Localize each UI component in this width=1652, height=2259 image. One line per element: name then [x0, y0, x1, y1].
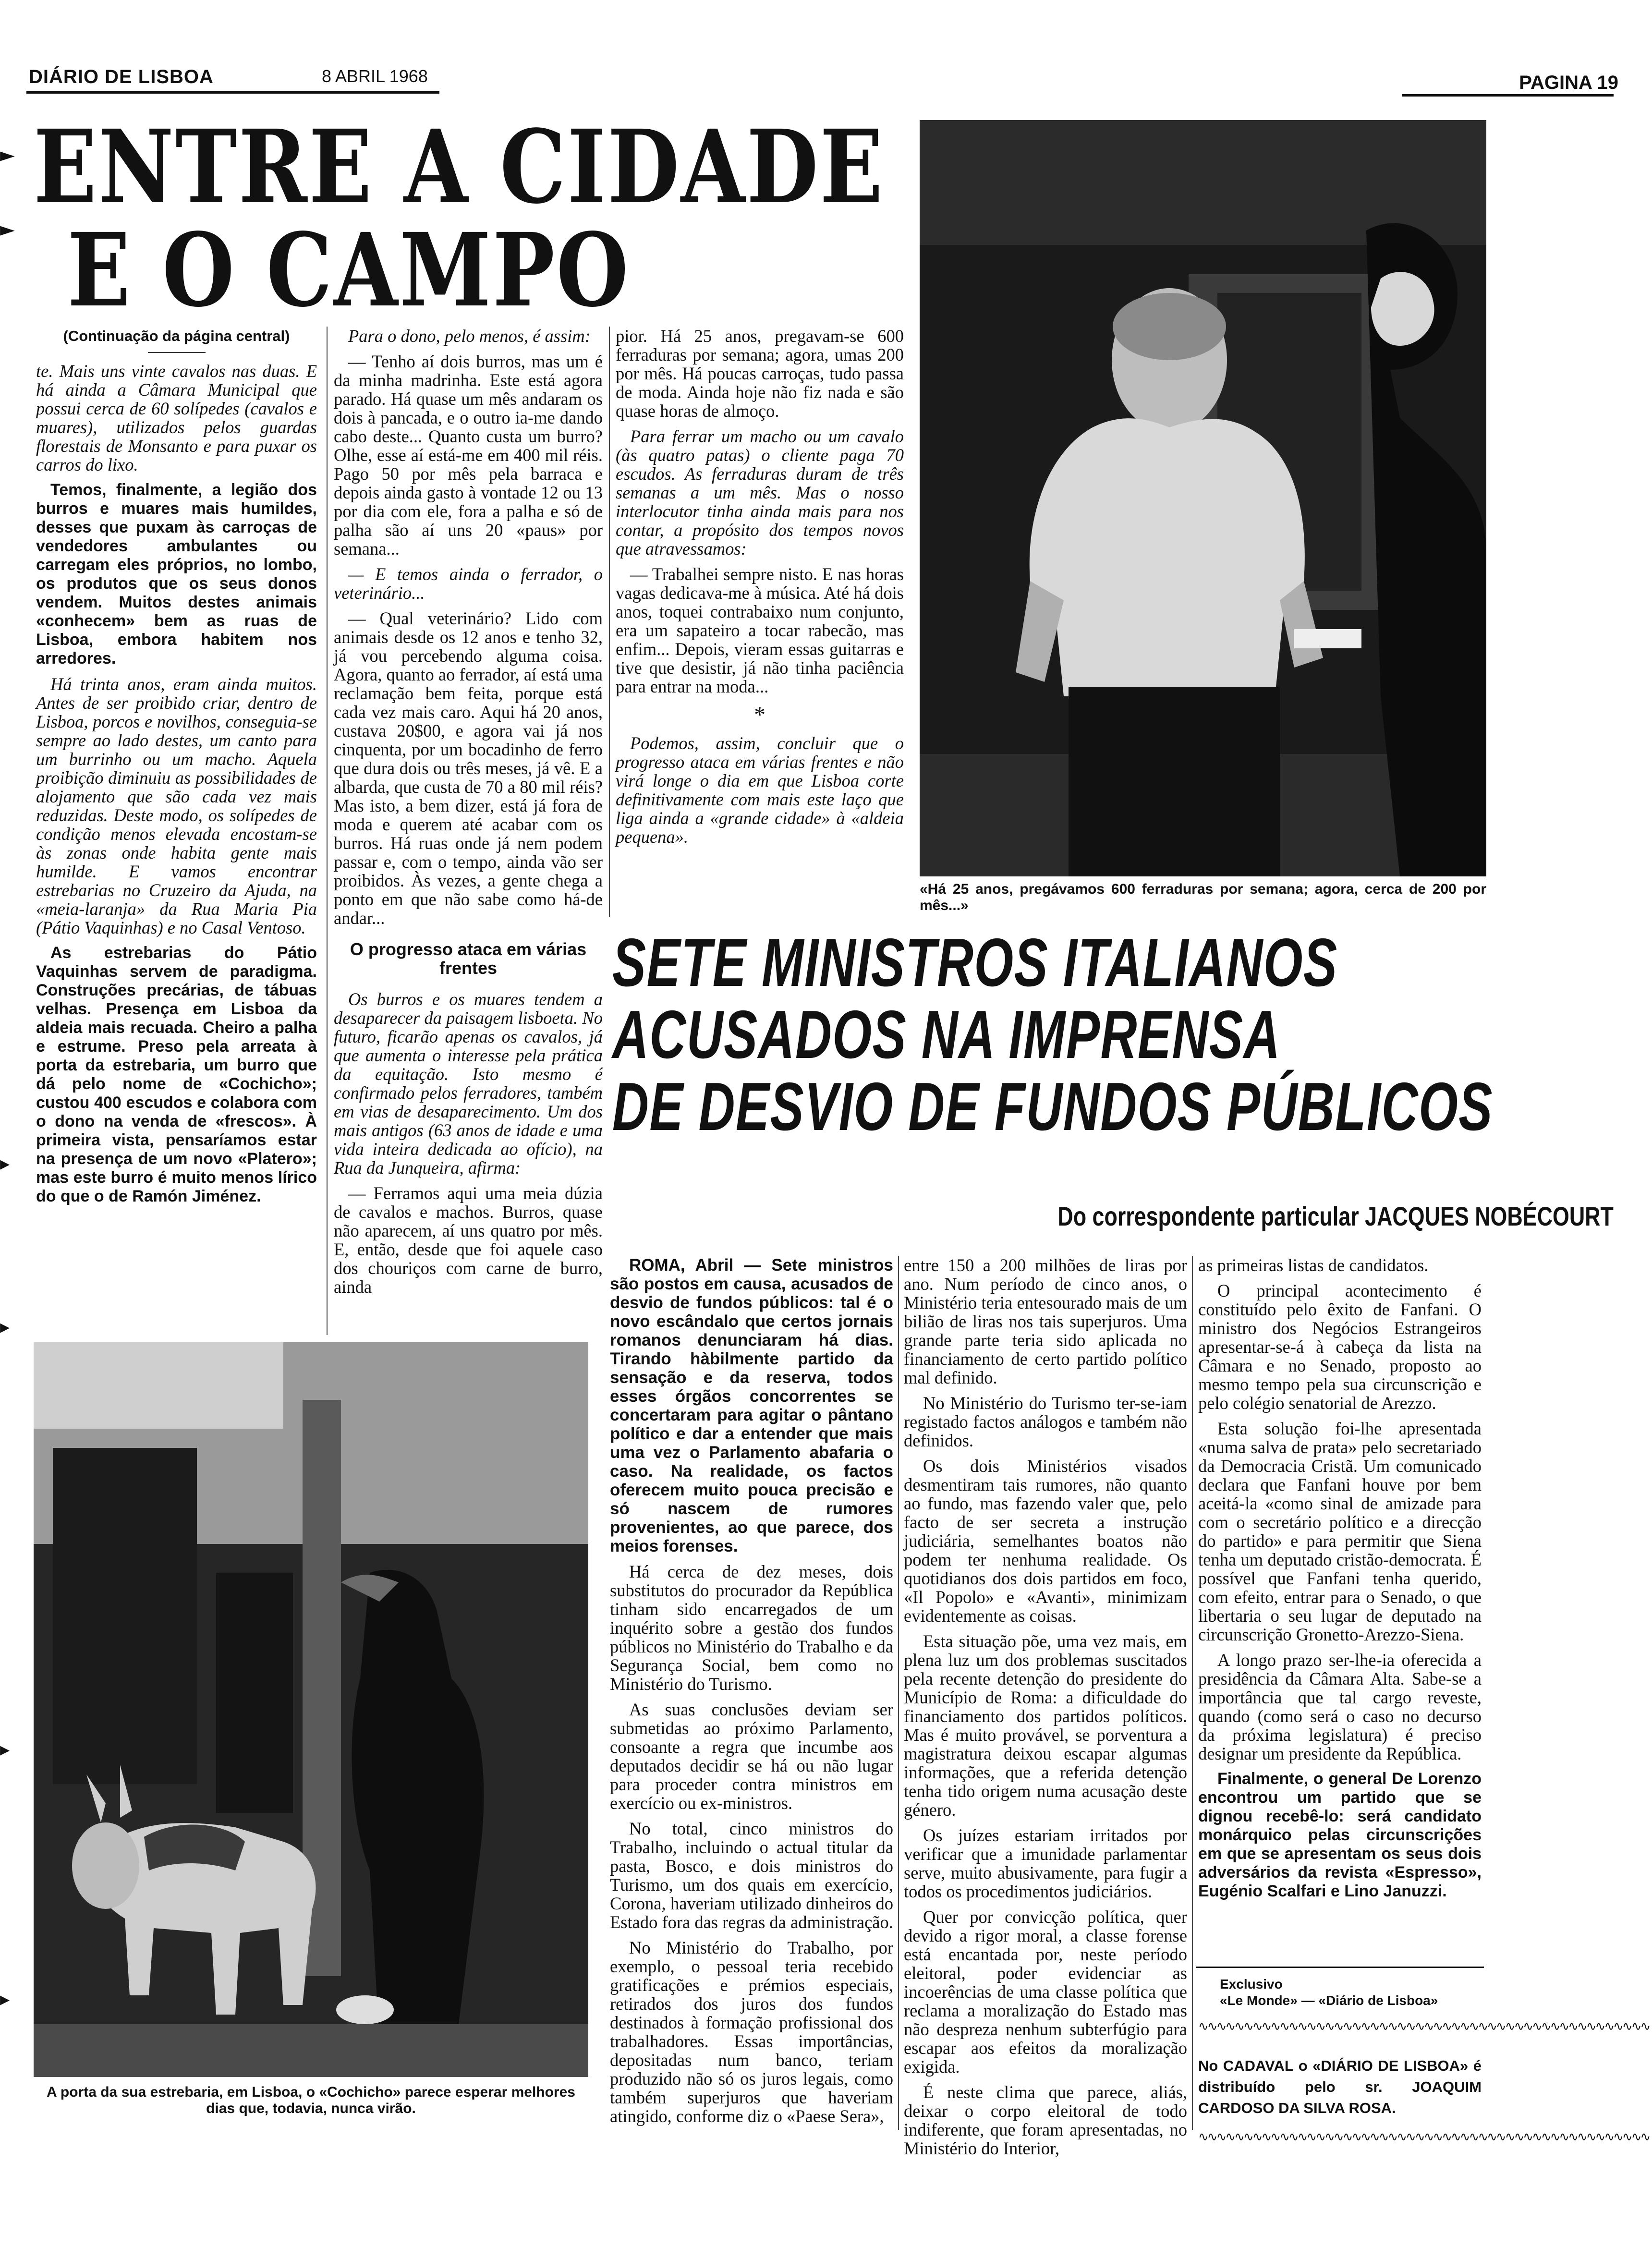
paragraph: É neste clima que parece, aliás, deixar o corpo eleitoral de todo indiferente, que foram apresentadas, no Ministério do Interior, — [904, 2082, 1187, 2158]
paragraph: Os dois Ministérios visados desmentiram tais rumores, não quanto ao fundo, mas fazendo valer que, pelo facto de ser secreta a instrução judiciária, semelhantes boatos não podem ter nenhuma realidade. Os quotidianos dos dois partidos em foco, «Il Popolo» e «Avanti», minimizam evidentemente as coisas. — [904, 1456, 1187, 1626]
paragraph: — Tenho aí dois burros, mas um é da minha madrinha. Este está agora parado. Há quase um mês andaram os dois à pancada, e o outro ia-me dando cabo deste... Quanto custa um burro? Olhe, esse aí está-me em 400 mil réis. Pago 50 por mês pela barraca e depois ainda gasto à vontade 12 ou 13 por dia com ele, fora a palha e só de palha são aí uns 20 «paus» por semana... — [334, 352, 603, 559]
paragraph: Os juízes estariam irritados por verificar que a imunidade parlamentar serve, muito abusivamente, para fugir a todos os procedimentos judiciários. — [904, 1825, 1187, 1901]
donkey-photo — [34, 1342, 588, 2077]
paragraph: Temos, finalmente, a legião dos burros e muares mais humildes, desses que puxam às carroças de vendedores ambulantes ou carregam eles próprios, no lombo, os produtos que os seus donos vendem. Muitos destes animais «conhecem» bem as ruas de Lisboa, embora habitem nos arredores. — [36, 481, 317, 668]
headline-line-1: ENTRE A CIDADE — [34, 108, 885, 226]
column-divider — [609, 327, 610, 917]
page-number: PAGINA 19 — [1519, 72, 1618, 93]
article1-column-1 — [36, 327, 317, 1213]
exclusive-label: Exclusivo — [1220, 1977, 1283, 1992]
distribution-notice: No CADAVAL o «DIÁRIO DE LISBOA» é distribuído pelo sr. JOAQUIM CARDOSO DA SILVA ROSA. — [1198, 2057, 1482, 2116]
headline-line-1: SETE MINISTROS ITALIANOS — [612, 924, 1338, 1001]
headline-line-3: DE DESVIO DE FUNDOS PÚBLICOS — [612, 1069, 1493, 1145]
paragraph: Para o dono, pelo menos, é assim: — [348, 326, 591, 346]
continuation-note: (Continuação da página central) — [63, 328, 290, 344]
box-rule — [1196, 1967, 1484, 1968]
ferrier-photo-image — [920, 120, 1486, 876]
paragraph: — Trabalhei sempre nisto. E nas horas vagas dedicava-me à música. Até há dois anos, toquei contrabaixo num conjunto, era um sapateiro a tocar rabecão, mas enfim... Depois, vieram essas guitarras e tive que desistir, já não tinha paciência para entrar na moda... — [616, 564, 904, 696]
wavy-divider: ∿∿∿∿∿∿∿∿∿∿∿∿∿∿∿∿∿∿∿∿∿∿∿∿∿∿∿∿∿∿∿∿∿∿∿∿∿∿∿∿∿∿∿∿∿∿∿∿∿∿ — [1198, 2130, 1650, 2144]
article2-column-1 — [610, 1256, 893, 2132]
paragraph: As suas conclusões deviam ser submetidas ao próximo Parlamento, consoante a regra que incumbe aos deputados decidir se há ou não lugar para proceder contra ministros em exercício ou ex-ministros. — [610, 1700, 893, 1813]
article2-headline — [612, 924, 1493, 1145]
paragraph: No Ministério do Trabalho, por exemplo, o pessoal teria recebido gratificações e prémios especiais, retirados dos juros dos fundos destinados à formação profissional dos trabalhadores. Essas importâncias, depositadas num banco, teriam produzido não só os juros legais, como também superjuros que haveriam atingido, conforme diz o «Paese Sera», — [610, 1938, 893, 2126]
paragraph: Esta situação põe, uma vez mais, em plena luz um dos problemas suscitados pela recente detenção do presidente do Município de Roma: a dificuldade do financiamento dos partidos políticos. Mas é muito provável, se porventura a magistratura deixou escapar algumas informações, que a referida detenção tenha tido origem numa acusação deste género. — [904, 1631, 1187, 1820]
subheading: O progresso ataca em várias frentes — [350, 939, 587, 978]
paragraph: O principal acontecimento é constituído pelo êxito de Fanfani. O ministro dos Negócios Estrangeiros apresentar-se-á à cabeça da lista na Câmara e no Senado, proposto ao mesmo tempo pela sua circunscrição e pelo colégio senatorial de Arezzo. — [1198, 1281, 1482, 1413]
margin-mark-icon: ▸ — [0, 1988, 10, 2010]
article1-headline — [34, 108, 885, 329]
article1-column-2 — [334, 327, 603, 1303]
paragraph: A longo prazo ser-lhe-ia oferecida a presidência da Câmara Alta. Sabe-se a importância que tal cargo reveste, quando (como será o caso no decurso da próxima legislatura) é preciso designar um presidente da República. — [1198, 1650, 1482, 1763]
paragraph: No total, cinco ministros do Trabalho, incluindo o actual titular da pasta, Bosco, e dois ministros do Turismo, um dos quais em exercício, Corona, haveriam utilizado dinheiros do Estado fora das regras da administração. — [610, 1819, 893, 1932]
exclusive-credit — [1196, 1976, 1455, 2009]
header-rule — [26, 91, 439, 94]
byline: Do correspondente particular JACQUES NOBÉCOURT — [1057, 1201, 1614, 1231]
margin-mark-icon: ▸ — [0, 1738, 10, 1761]
donkey-photo-caption: A porta da sua estrebaria, em Lisboa, o «Cochicho» parece esperar melhores dias que, todavia, nunca virão. — [47, 2084, 575, 2116]
lead-paragraph: ROMA, Abril — Sete ministros são postos em causa, acusados de desvio de fundos públicos: tal é o novo escândalo que certos jornais romanos denunciaram há dias. Tirando hàbilmente partido da sensação e da reserva, todos esses órgãos concorrentes se concertaram para agitar o pântano político e dar a entender que mais uma vez o Parlamento abafaria o caso. Na realidade, os factos oferecem muito pouca precisão e só nascem de rumores provenientes, ao que parece, dos meios forenses. — [610, 1256, 893, 1555]
paragraph: Podemos, assim, concluir que o progresso ataca em várias frentes e não virá longe o dia em que Lisboa corte definitivamente com mais este laço que liga ainda a «grande cidade» à «aldeia pequena». — [616, 733, 904, 847]
paragraph: Quer por convicção política, quer devido a rigor moral, a classe forense está encantada por, neste período eleitoral, poder evidenciar as incoerências de uma classe política que reclama a moralização do Estado mas não despreza nenhum subterfúgio para escapar aos efeitos da moralização exigida. — [904, 1907, 1187, 2077]
headline-line-2: ACUSADOS NA IMPRENSA — [612, 996, 1281, 1073]
donkey-photo-image — [34, 1342, 588, 2077]
header-rule-right — [1402, 94, 1614, 97]
paragraph: — Ferramos aqui uma meia dúzia de cavalos e machos. Burros, quase não aparecem, aí uns quatro por mês. E, então, desde que foi aquele caso dos chouriços com carne de burro, ainda — [334, 1183, 603, 1297]
paragraph: as primeiras listas de candidatos. — [1198, 1255, 1429, 1275]
column-divider — [1192, 1256, 1193, 2130]
paragraph: — Qual veterinário? Lido com animais desde os 12 anos e tenho 32, já vou percebendo alguma coisa. Agora, quanto ao ferrador, aí está uma reclamação bem feita, porque está cada vez mais caro. Aqui há 20 anos, custava 20$00, e agora vai já nos cinquenta, por um bocadinho de ferro que dura dois ou três meses, já vê. E a albarda, que custa de 70 a 80 mil réis? Mas isto, a bem dizer, está já fora de moda e querem até acabar com os burros. Há ruas onde já nem podem passar e, com o tempo, ainda vão ser proibidos. Às vezes, a gente chega a ponto em que não sabe como há-de andar... — [334, 608, 603, 928]
paragraph: Esta solução foi-lhe apresentada «numa salva de prata» pelo secretariado da Democracia Cristã. Um comunicado declara que Fanfani houve por bem aceitá-la «como sinal de amizade para com o secretário político e a direcção do partido» e para permitir que Siena tenha um deputado cristão-democrata. É possível que Fanfani tenha querido, com efeito, entrar para o Senado, o que libertaria o seu lugar de deputado na circunscrição Gronetto-Arezzo-Siena. — [1198, 1419, 1482, 1644]
margin-arrow-icon: ► — [0, 219, 15, 241]
newspaper-name: DIÁRIO DE LISBOA — [29, 66, 214, 87]
paragraph: te. Mais uns vinte cavalos nas duas. E há ainda a Câmara Municipal que possui cerca de 60 solípedes (cavalos e muares), utilizados pelos guardas florestais de Monsanto e para puxar os carros do lixo. — [36, 361, 317, 474]
divider — [148, 352, 206, 353]
column-divider — [898, 1256, 899, 2130]
article2-column-2 — [904, 1256, 1187, 2164]
paragraph: Há cerca de dez meses, dois substitutos do procurador da República tinham sido encarregados de um inquérito sobre a gestão dos fundos públicos no Ministério do Trabalho e da Segurança Social, bem como no Ministério do Turismo. — [610, 1562, 893, 1694]
paragraph: As estrebarias do Pátio Vaquinhas servem de paradigma. Construções precárias, de tábuas velhas. Presença em Lisboa da aldeia mais recuada. Cheiro a palha e estrume. Preso pela arreata à porta da estrebaria, um burro que dá pelo nome de «Cochicho»; custou 400 escudos e colabora com o dono na venda de «frescos». À primeira vista, pensaríamos estar na presença de um novo «Platero»; mas este burro é muito menos lírico do que o de Ramón Jiménez. — [36, 944, 317, 1205]
paragraph: No Ministério do Turismo ter-se-iam registado factos análogos e também não definidos. — [904, 1393, 1187, 1450]
section-asterisk: * — [754, 702, 765, 728]
paragraph: pior. Há 25 anos, pregavam-se 600 ferraduras por semana; agora, umas 200 por mês. Há poucas carroças, tudo passa de moda. Ainda hoje não fiz nada e são quase horas de almoço. — [616, 326, 904, 421]
ferrier-photo-caption: «Há 25 anos, pregávamos 600 ferraduras por semana; agora, cerca de 200 por mês...» — [920, 881, 1486, 913]
column-divider — [327, 327, 328, 1335]
paragraph: — E temos ainda o ferrador, o veterinário... — [334, 564, 603, 603]
paragraph: Há trinta anos, eram ainda muitos. Antes de ser proibido criar, dentro de Lisboa, porcos e novilhos, conseguia-se sempre ao lado destes, um canto para um burrinho ou um macho. Aquela proibição diminuiu as possibilidades de alojamento que são cada vez mais reduzidas. Deste modo, os solípedes de condição menos elevada encostam-se às zonas onde habita gente mais humilde. E vamos encontrar estrebarias no Cruzeiro da Ajuda, na «meia-laranja» da Rua Maria Pia (Pátio Vaquinhas) e no Casal Ventoso. — [36, 674, 317, 937]
article2-column-3 — [1198, 1256, 1482, 1907]
headline-line-2: E O CAMPO — [67, 211, 630, 329]
margin-arrow-icon: ► — [0, 144, 15, 166]
paragraph: Para ferrar um macho ou um cavalo (às quatro patas) o cliente paga 70 escudos. As ferraduras duram de três semanas a um mês. Mas o nosso interlocutor tinha ainda mais para nos contar, a propósito dos tempos novos que atravessamos: — [616, 426, 904, 559]
paragraph: entre 150 a 200 milhões de liras por ano. Num período de cinco anos, o Ministério teria entesourado mais de um bilião de liras nos tais superjuros. Uma grande parte teria sido aplicada no financiamento de certo partido político mal definido. — [904, 1255, 1187, 1387]
paragraph: Finalmente, o general De Lorenzo encontrou um partido que se dignou recebê-lo: será candidato monárquico pelas circunscrições em que se apresentam os seus dois adversários da revista «Espresso», Eugénio Scalfari e Lino Januzzi. — [1198, 1770, 1482, 1900]
exclusive-text: «Le Monde» — «Diário de Lisboa» — [1220, 1993, 1438, 2008]
issue-date: 8 ABRIL 1968 — [322, 66, 428, 86]
paragraph: Os burros e os muares tendem a desaparecer da paisagem lisboeta. No futuro, ficarão apenas os cavalos, já que aumenta o interesse pela prática da equitação. Isto mesmo é confirmado pelos ferradores, também em vias de desaparecimento. Um dos mais antigos (63 anos de idade e uma vida inteira dedicada ao ofício), na Rua da Junqueira, afirma: — [334, 989, 603, 1178]
ferrier-photo — [920, 120, 1486, 876]
article1-column-3 — [616, 327, 904, 853]
margin-mark-icon: ▸ — [0, 1153, 10, 1175]
margin-mark-icon: ▸ — [0, 1316, 10, 1338]
wavy-divider: ∿∿∿∿∿∿∿∿∿∿∿∿∿∿∿∿∿∿∿∿∿∿∿∿∿∿∿∿∿∿∿∿∿∿∿∿∿∿∿∿∿∿∿∿∿∿∿∿∿∿ — [1198, 2019, 1650, 2034]
